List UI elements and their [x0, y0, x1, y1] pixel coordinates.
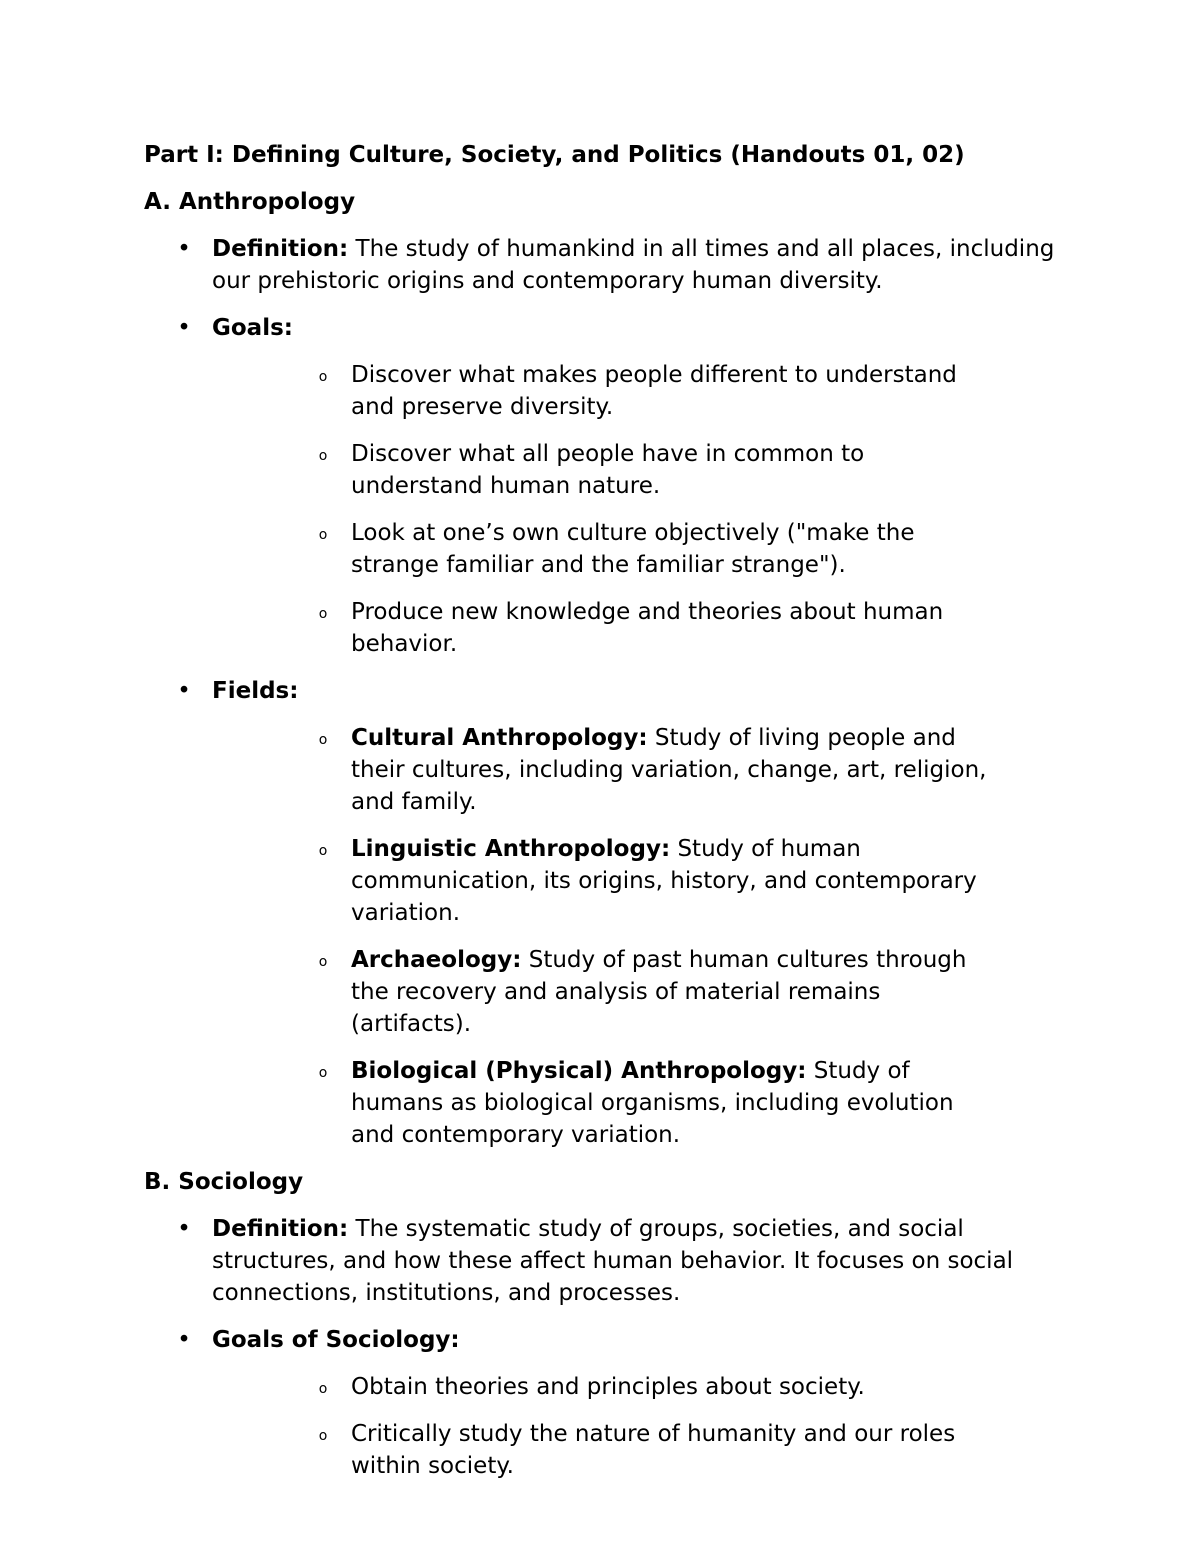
- anthropology-list: [144, 233, 1064, 1151]
- fields-sublist: [212, 722, 1064, 1151]
- bullet-icon: •: [177, 236, 191, 262]
- item-label: Goals of Sociology:: [212, 1327, 460, 1353]
- circle-bullet-icon: o: [318, 1381, 328, 1397]
- sub-list-item: [212, 596, 996, 660]
- field-body: Study of human communication, its origins, history, and contemporary variation.: [351, 836, 977, 926]
- circle-bullet-icon: o: [318, 1065, 328, 1081]
- goals-label-text: [212, 1324, 1064, 1356]
- list-item-goals-of-sociology: [144, 1324, 1064, 1482]
- item-body: The study of humankind in all times and all places, including our prehistoric origins and contemporary human diversity.: [212, 236, 1055, 294]
- circle-bullet-icon: o: [318, 369, 328, 385]
- sub-list-item: [212, 1418, 996, 1482]
- sub-list-item: [212, 359, 996, 423]
- goals-label-text: [212, 312, 1064, 344]
- sub-item-text: Look at one’s own culture objectively ("make the strange familiar and the familiar strange").: [351, 520, 915, 578]
- field-body: Study of living people and their cultures, including variation, change, art, religion, and family.: [351, 725, 987, 815]
- sub-list-item: [212, 1371, 996, 1403]
- sub-list-item: [212, 944, 996, 1040]
- field-label: Biological (Physical) Anthropology:: [351, 1058, 807, 1084]
- definition-text: [212, 233, 1064, 297]
- item-label: Fields:: [212, 678, 299, 704]
- fields-label-text: [212, 675, 1064, 707]
- sub-list-item: [212, 1055, 996, 1151]
- sub-item-text: [283, 944, 996, 1040]
- bullet-icon: •: [177, 1216, 191, 1242]
- list-item-definition: [144, 233, 1064, 297]
- section-title-sociology: B. Sociology: [144, 1169, 304, 1195]
- sub-item-text: [283, 722, 996, 818]
- sub-item-text: [283, 833, 996, 929]
- sub-list-item: [212, 438, 996, 502]
- circle-bullet-icon: o: [318, 606, 328, 622]
- section-title-anthropology: A. Anthropology: [144, 189, 356, 215]
- list-item-fields: [144, 675, 1064, 1151]
- document-page: [144, 139, 1064, 1497]
- circle-bullet-icon: o: [318, 1428, 328, 1444]
- item-body: The systematic study of groups, societies, and social structures, and how these affect human behavior. It focuses on social connections, institutions, and processes.: [212, 1216, 1014, 1306]
- item-label: Definition:: [212, 1216, 349, 1242]
- definition-text: [212, 1213, 1064, 1309]
- bullet-icon: •: [177, 315, 191, 341]
- item-label: Definition:: [212, 236, 349, 262]
- field-body: Study of past human cultures through the recovery and analysis of material remains (artifacts).: [351, 947, 967, 1037]
- goals-sublist: [212, 359, 1064, 660]
- sub-item-text: Obtain theories and principles about society.: [351, 1374, 865, 1400]
- sociology-list: [144, 1213, 1064, 1482]
- bullet-icon: •: [177, 678, 191, 704]
- sub-item-text: Critically study the nature of humanity and our roles within society.: [351, 1421, 956, 1479]
- part-title: Part I: Defining Culture, Society, and Politics (Handouts 01, 02): [144, 142, 965, 168]
- circle-bullet-icon: o: [318, 954, 328, 970]
- field-label: Cultural Anthropology:: [351, 725, 648, 751]
- item-label: Goals:: [212, 315, 293, 341]
- sub-item-text: Discover what all people have in common to understand human nature.: [351, 441, 865, 499]
- list-item-definition: [144, 1213, 1064, 1309]
- circle-bullet-icon: o: [318, 843, 328, 859]
- sub-item-text: [283, 1055, 996, 1151]
- circle-bullet-icon: o: [318, 732, 328, 748]
- field-label: Linguistic Anthropology:: [351, 836, 671, 862]
- list-item-goals: [144, 312, 1064, 660]
- sub-item-text: Produce new knowledge and theories about human behavior.: [351, 599, 944, 657]
- sub-item-text: Discover what makes people different to understand and preserve diversity.: [351, 362, 957, 420]
- field-label: Archaeology:: [351, 947, 522, 973]
- sub-list-item: [212, 722, 996, 818]
- circle-bullet-icon: o: [318, 448, 328, 464]
- bullet-icon: •: [177, 1327, 191, 1353]
- sub-list-item: [212, 517, 996, 581]
- sociology-goals-sublist: [212, 1371, 1064, 1482]
- sub-list-item: [212, 833, 996, 929]
- circle-bullet-icon: o: [318, 527, 328, 543]
- field-body: Study of humans as biological organisms, including evolution and contemporary variation.: [351, 1058, 954, 1148]
